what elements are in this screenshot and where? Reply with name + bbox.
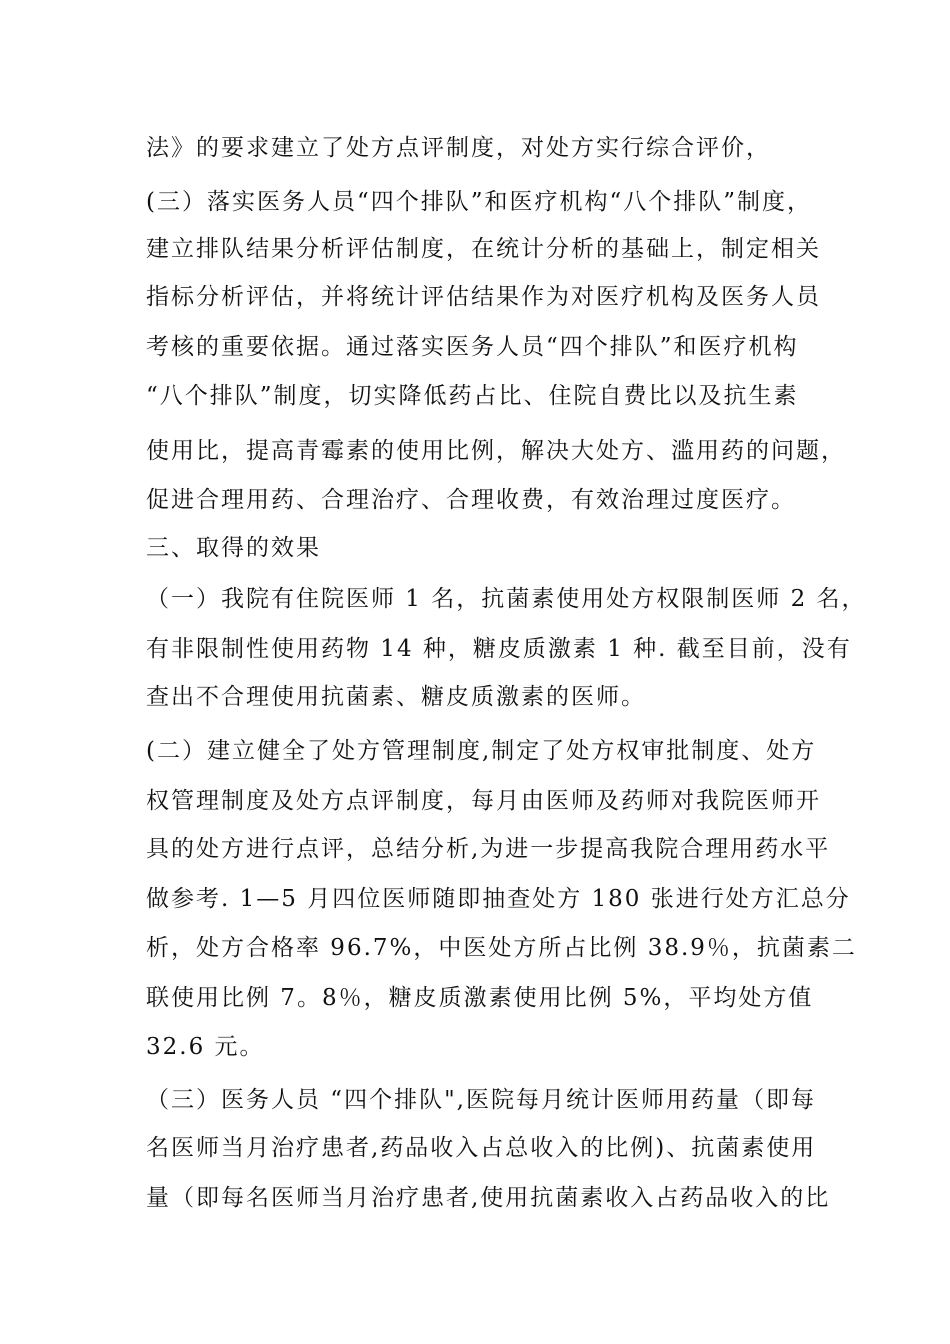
- text-line: 权管理制度及处方点评制度，每月由医师及药师对我院医师开: [146, 788, 821, 814]
- text-line: (三）落实医务人员“四个排队”和医疗机构“八个排队”制度，: [146, 189, 813, 215]
- text-line: 指标分析评估，并将统计评估结果作为对医疗机构及医务人员: [146, 284, 821, 310]
- text-line: 析，处方合格率 96.7%，中医处方所占比例 38.9％，抗菌素二: [146, 935, 857, 961]
- text-line: 使用比，提高青霉素的使用比例，解决大处方、滥用药的问题，: [146, 438, 846, 464]
- text-line: （三）医务人员 “四个排队",医院每月统计医师用药量（即每: [146, 1087, 816, 1113]
- text-line: 考核的重要依据。通过落实医务人员“四个排队”和医疗机构: [146, 334, 799, 360]
- section-heading: 三、取得的效果: [146, 535, 321, 561]
- text-line: （一）我院有住院医师 1 名，抗菌素使用处方权限制医师 2 名，: [146, 586, 867, 612]
- text-line: 建立排队结果分析评估制度，在统计分析的基础上，制定相关: [146, 236, 821, 262]
- text-line: 名医师当月治疗患者,药品收入占总收入的比例)、抗菌素使用: [146, 1135, 817, 1161]
- text-line: 促进合理用药、合理治疗、合理收费，有效治理过度医疗。: [146, 487, 796, 513]
- text-line: 联使用比例 7。8％，糖皮质激素使用比例 5%，平均处方值: [146, 985, 814, 1011]
- text-line: 量（即每名医师当月治疗患者,使用抗菌素收入占药品收入的比: [146, 1185, 831, 1211]
- text-line: “八个排队”制度，切实降低药占比、住院自费比以及抗生素: [146, 383, 799, 409]
- text-line: 有非限制性使用药物 14 种，糖皮质激素 1 种. 截至目前，没有: [146, 636, 852, 662]
- text-line: (二）建立健全了处方管理制度,制定了处方权审批制度、处方: [146, 738, 817, 764]
- text-line: 32.6 元。: [146, 1034, 265, 1060]
- text-line: 做参考. 1—5 月四位医师随即抽查处方 180 张进行处方汇总分: [146, 886, 851, 912]
- text-line: 具的处方进行点评，总结分析,为进一步提高我院合理用药水平: [146, 836, 831, 862]
- text-line: 查出不合理使用抗菌素、糖皮质激素的医师。: [146, 684, 646, 710]
- text-line: 法》的要求建立了处方点评制度，对处方实行综合评价，: [146, 135, 771, 161]
